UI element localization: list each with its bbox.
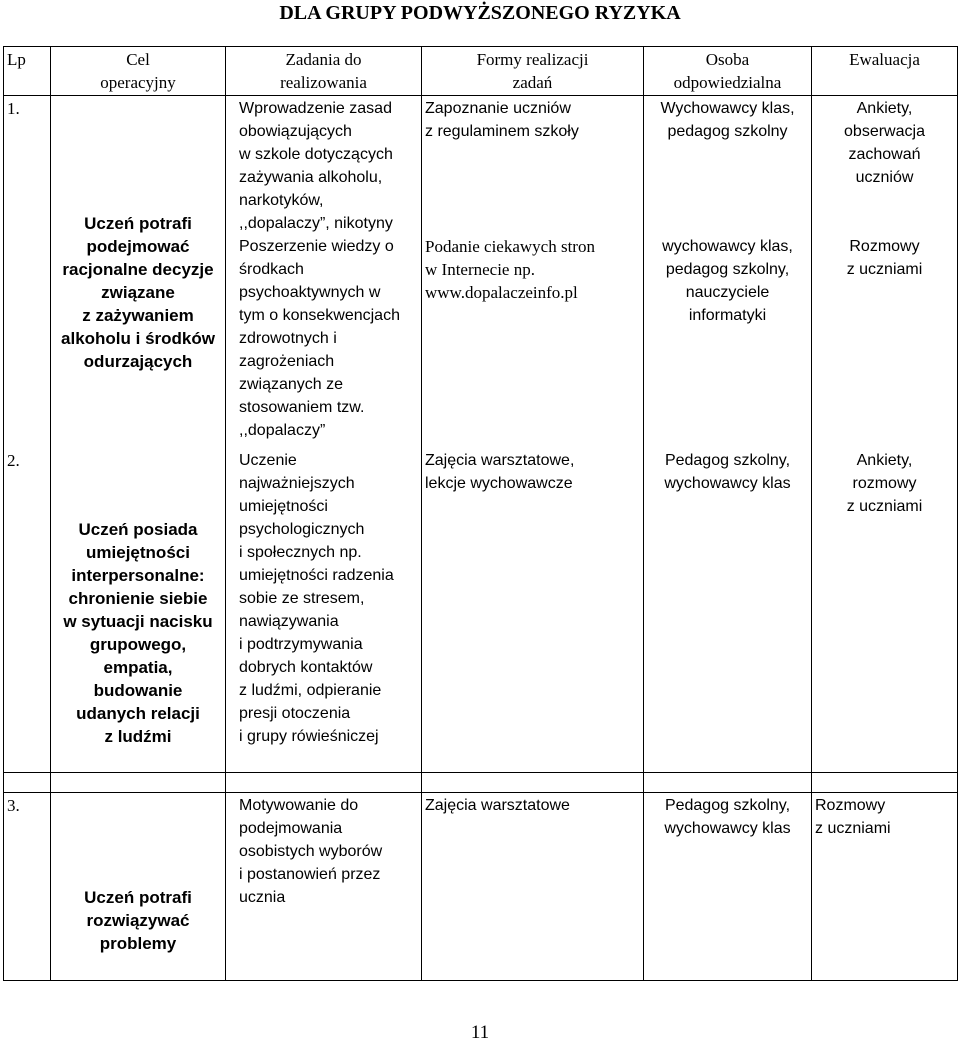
goal-text: Uczeń potrafi podejmować racjonalne decyzje związane z zażywaniem alkoholu i środków odurzających [61, 214, 215, 371]
goal-text: Uczeń potrafi rozwiązywać problemy [84, 887, 192, 953]
responsible-text: Pedagog szkolny, wychowawcy klas [644, 792, 812, 980]
goal-cell [51, 792, 226, 980]
goal-cell [51, 448, 226, 773]
plan-table [3, 46, 958, 981]
header-lp: Lp [4, 47, 51, 96]
form-text: Zapoznanie uczniów z regulaminem szkoły [425, 100, 579, 140]
evaluation-text: Rozmowy z uczniami [846, 238, 923, 278]
row-number: 3. [4, 792, 51, 980]
evaluation-text: Rozmowy z uczniami [812, 792, 958, 980]
header-formy: Formy realizacji zadań [422, 47, 644, 96]
evaluation-cell [812, 96, 958, 448]
header-row [4, 47, 958, 96]
header-ewaluacja: Ewaluacja [812, 47, 958, 96]
responsible-text: Pedagog szkolny, wychowawcy klas [644, 448, 812, 773]
evaluation-text: Ankiety, obserwacja zachowań uczniów [844, 100, 925, 186]
form-text: Zajęcia warsztatowe [422, 792, 644, 980]
header-zadania: Zadania do realizowania [226, 47, 422, 96]
header-osoba: Osoba odpowiedzialna [644, 47, 812, 96]
goal-cell [51, 96, 226, 448]
row-number: 1. [4, 96, 51, 448]
task-text: Uczenie najważniejszych umiejętności psychologicznych i społecznych np. umiejętności radzenia sobie ze stresem, nawiązywania i podtrzymywania dobrych kontaktów z ludźmi, odpieranie presji otoczenia i grupy rówieśniczej [226, 448, 422, 773]
evaluation-text: Ankiety, rozmowy z uczniami [812, 448, 958, 773]
task-text: Poszerzenie wiedzy o środkach psychoaktywnych w tym o konsekwencjach zdrowotnych i zagrożeniach związanych ze stosowaniem tzw. ,,dopalaczy” [239, 238, 400, 439]
form-cell [422, 96, 644, 448]
table-row [4, 448, 958, 773]
page-title: DLA GRUPY PODWYŻSZONEGO RYZYKA [279, 2, 681, 24]
tasks-cell [226, 96, 422, 448]
responsible-text: wychowawcy klas, pedagog szkolny, nauczyciele informatyki [662, 238, 793, 324]
table-row [4, 792, 958, 980]
table-row [4, 96, 958, 448]
page-number: 11 [470, 1022, 490, 1043]
row-number: 2. [4, 448, 51, 773]
goal-text: Uczeń posiada umiejętności interpersonalne: chronienie siebie w sytuacji nacisku grupowego, empatia, budowanie udanych relacji z ludźmi [63, 519, 213, 746]
header-cel: Cel operacyjny [51, 47, 226, 96]
spacer-row [4, 772, 958, 792]
form-text: Podanie ciekawych stron w Internecie np. www.dopalaczeinfo.pl [425, 237, 595, 302]
responsible-text: Wychowawcy klas, pedagog szkolny [660, 100, 795, 140]
task-text: Motywowanie do podejmowania osobistych wyborów i postanowień przez ucznia [226, 792, 422, 980]
task-text: Wprowadzenie zasad obowiązujących w szkole dotyczących zażywania alkoholu, narkotyków, ,,dopalaczy”, nikotyny [239, 100, 393, 232]
responsible-cell [644, 96, 812, 448]
form-text: Zajęcia warsztatowe, lekcje wychowawcze [422, 448, 644, 773]
